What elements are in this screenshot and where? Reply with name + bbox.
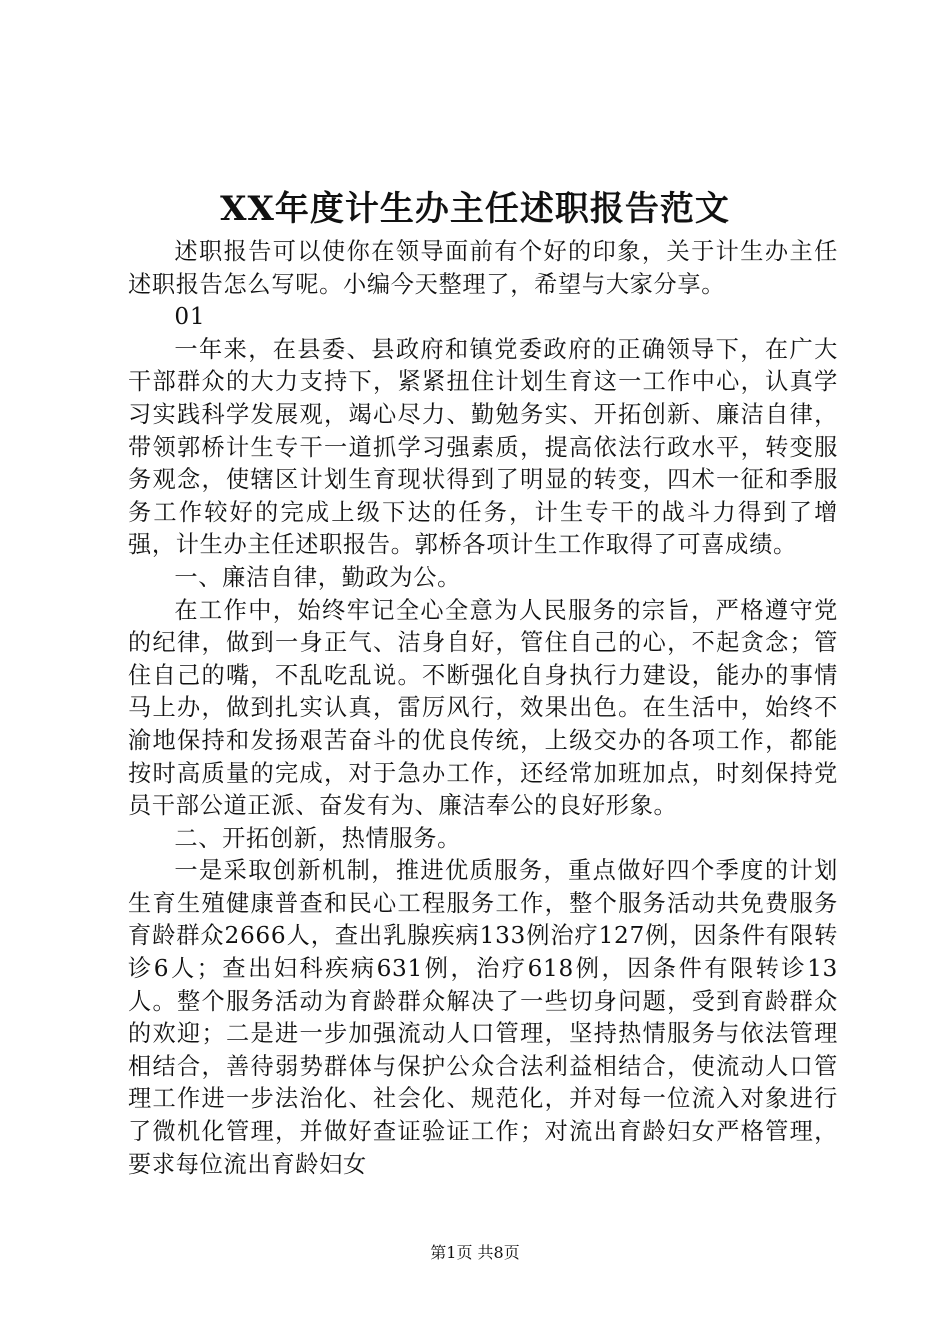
section-heading: 二、开拓创新，热情服务。 <box>174 824 462 852</box>
body-paragraph: 在工作中，始终牢记全心全意为人民服务的宗旨，严格遵守党的纪律，做到一身正气、洁身自好，管住自己的心，不起贪念；管住自己的嘴，不乱吃乱说。不断强化自身执行力建设，能办的事情马上办，做到扎实认真，雷厉风行，效果出色。在生活中，始终不渝地保持和发扬艰苦奋斗的优良传统，上级交办的各项工作，都能按时高质量的完成，对于急办工作，还经常加班加点，时刻保持党员干部公道正派、奋发有为、廉洁奉公的良好形象。 <box>128 596 838 820</box>
section-heading: 一、廉洁自律，勤政为公。 <box>174 563 462 591</box>
intro-paragraph: 述职报告可以使你在领导面前有个好的印象，关于计生办主任述职报告怎么写呢。小编今天整理了，希望与大家分享。 <box>128 238 838 298</box>
body-paragraph: 一是采取创新机制，推进优质服务，重点做好四个季度的计划生育生殖健康普查和民心工程服务工作，整个服务活动共免费服务育龄群众2666人，查出乳腺疾病133例治疗127例，因条件有限转诊6人；查出妇科疾病631例，治疗618例，因条件有限转诊13人。整个服务活动为育龄群众解决了一些切身问题，受到育龄群众的欢迎；二是进一步加强流动人口管理，坚持热情服务与依法管理相结合，善待弱势群体与保护公众合法利益相结合，使流动人口管理工作进一步法治化、社会化、规范化，并对每一位流入对象进行了微机化管理，并做好查证验证工作；对流出育龄妇女严格管理，要求每位流出育龄妇女 <box>128 857 838 1178</box>
document-title: XX年度计生办主任述职报告范文 <box>220 189 730 229</box>
document-body <box>128 236 838 1181</box>
page-footer: 第1页 共8页 <box>430 1243 520 1262</box>
section-number: 01 <box>174 303 206 331</box>
body-paragraph: 一年来，在县委、县政府和镇党委政府的正确领导下，在广大干部群众的大力支持下，紧紧扭住计划生育这一工作中心，认真学习实践科学发展观，竭心尽力、勤勉务实、开拓创新、廉洁自律，带领郭桥计生专干一道抓学习强素质，提高依法行政水平，转变服务观念，使辖区计划生育现状得到了明显的转变，四术一征和季服务工作较好的完成上级下达的任务，计生专干的战斗力得到了增强，计生办主任述职报告。郭桥各项计生工作取得了可喜成绩。 <box>128 335 838 559</box>
